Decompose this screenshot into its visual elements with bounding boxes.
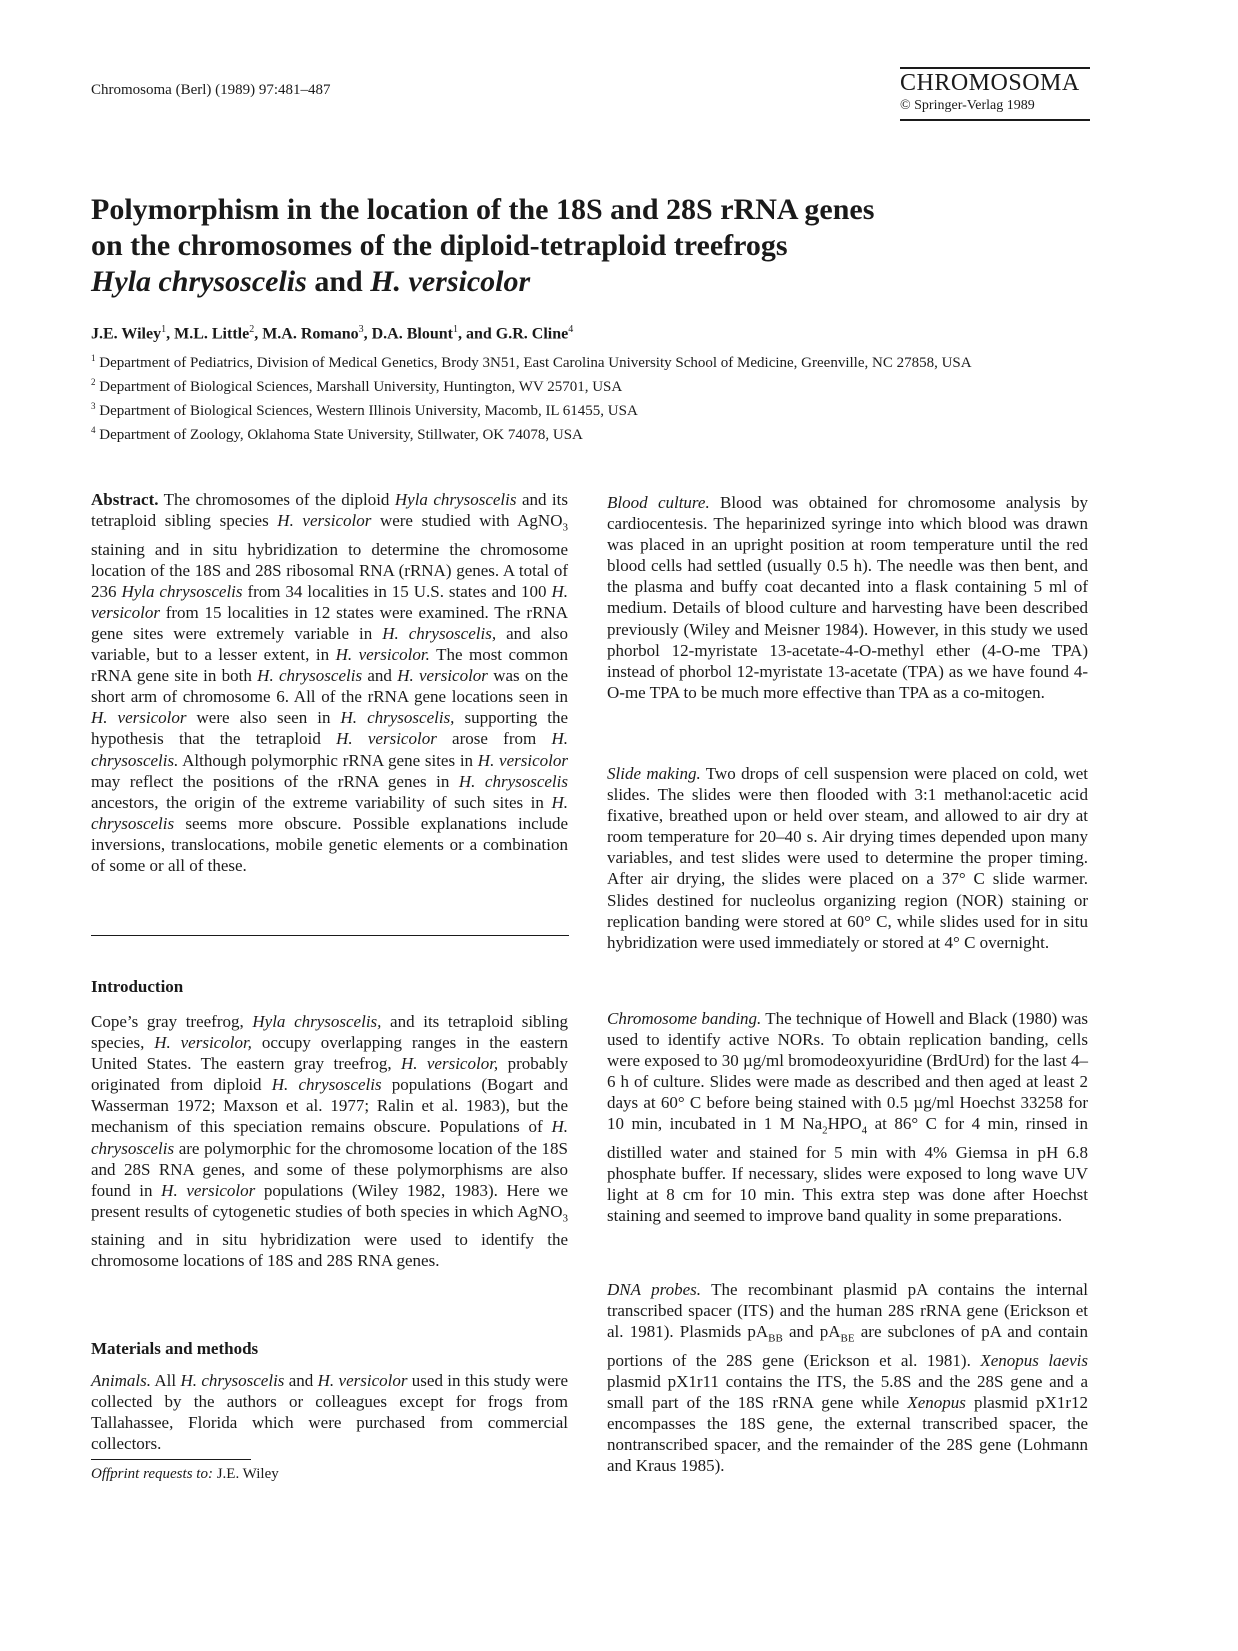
- affiliation-number: 1: [91, 353, 96, 363]
- paragraph-lead: DNA probes.: [607, 1280, 702, 1299]
- journal-name: CHROMOSOMA: [900, 67, 1090, 95]
- title-conjunction: and: [306, 265, 371, 298]
- abstract-text: ancestors, the origin of the extreme variability of such sites in: [91, 792, 552, 812]
- abstract-text: was on the short arm of chromosome 6. All of the rRNA gene locations seen in: [91, 666, 568, 707]
- author: J.E. Wiley: [91, 325, 162, 343]
- paragraph-lead: Slide making.: [607, 764, 701, 783]
- paper-title: [91, 192, 1051, 300]
- header-rule: [900, 119, 1090, 121]
- species-name: H. versicolor.: [335, 645, 430, 665]
- offprint-label: Offprint requests to:: [91, 1466, 213, 1482]
- abstract-text: staining and in situ hybridization to determine the chromosome location of the 18S and 28S ribosomal RNA (rRNA) genes. A total of 236: [91, 539, 568, 601]
- offprint-request: [91, 1466, 279, 1483]
- author-affil-ref: 4: [568, 324, 574, 335]
- species-name: H. chrysoscelis: [271, 1075, 382, 1095]
- abstract-text: were also seen in: [186, 708, 341, 728]
- species-name: Hyla chrysoscelis,: [252, 1012, 382, 1031]
- author-list: J.E. Wiley$^1$, M.L. Little$^2$, M.A. Romano$^3$, D.A. Blount$^1$, and G.R. Cline$^4$: [91, 324, 574, 343]
- species-name: H. versicolor: [161, 1180, 256, 1200]
- footnote-rule: [91, 1459, 251, 1460]
- slide-making-paragraph: [607, 763, 1088, 953]
- species-name: H. chrysoscelis.: [91, 729, 568, 770]
- author: M.L. Little: [174, 325, 250, 343]
- body-text: The recombinant plasmid pA contains the internal transcribed spacer (ITS) and the human 28S rRNA gene (Erickson et al. 1981). Plasmids pA: [607, 1280, 1089, 1342]
- body-text: and: [284, 1371, 318, 1390]
- species-name: H. chrysoscelis: [91, 792, 568, 833]
- abstract-text: and: [362, 666, 398, 686]
- species-name: H. chrysoscelis: [180, 1371, 285, 1390]
- body-text: Two drops of cell suspension were placed on cold, wet slides. The slides were then flooded with 3:1 methanol:acetic acid fixative, breathed upon or held over steam, and allowed to air dry at room temperature for 20–40 s. Air drying times depended upon many variables, and test slides were used to determine the proper timing. After air drying, the slides were placed on a 37° C slide warmer. Slides destined for nucleolus organizing region (NOR) staining or replication banding were stored at 60° C, while slides used for in situ hybridization were used immediately or stored at 4° C overnight.: [607, 764, 1088, 952]
- affiliation: [91, 373, 1091, 397]
- abstract-text: The most common rRNA gene site in both: [91, 645, 569, 686]
- body-text: used in this study were collected by the authors or colleagues except for frogs from Tallahassee, Florida which were purchased from commercial collectors.: [91, 1371, 568, 1454]
- species-name: H. versicolor: [91, 708, 187, 728]
- subscript: BE: [840, 1332, 855, 1345]
- species-name: Hyla chrysoscelis: [394, 490, 517, 509]
- species-name: Xenopus: [907, 1392, 966, 1412]
- species-name: Hyla chrysoscelis: [121, 581, 243, 601]
- affiliation-number: 3: [91, 401, 96, 411]
- journal-reference: Chromosoma (Berl) (1989) 97:481–487: [91, 82, 331, 98]
- animals-paragraph: [91, 1370, 568, 1454]
- body-text: occupy overlapping ranges in the eastern United States. The eastern gray treefrog,: [91, 1033, 568, 1074]
- body-text: Blood was obtained for chromosome analysis by cardiocentesis. The heparinized syringe into which blood was drawn was placed in an upright position at room temperature until the red blood cells had settled (usually 0.5 h). The needle was then bent, and the plasma and buffy coat decanted into a flask containing 5 ml of medium. Details of blood culture and harvesting have been described previously (Wiley and Meisner 1984). However, in this study we used phorbol 12-myristate 13-acetate-4-O-methyl ether (4-O-me TPA) instead of phorbol 12-myristate 13-acetate (TPA) as we have found 4-O-me TPA to be much more effective than TPA as a co-mitogen.: [607, 493, 1088, 702]
- body-text: Cope’s gray treefrog,: [91, 1012, 253, 1031]
- affiliation-text: Department of Biological Sciences, Marshall University, Huntington, WV 25701, USA: [99, 379, 623, 395]
- author-affil-ref: 1: [452, 324, 458, 335]
- subscript: 4: [861, 1124, 868, 1137]
- abstract-text: seems more obscure. Possible explanations include inversions, translocations, mobile genetic elements or a combination of some or all of these.: [91, 813, 568, 875]
- species-name: H. versicolor: [397, 666, 488, 686]
- species-name: H. versicolor,: [400, 1054, 499, 1074]
- body-text: populations (Bogart and Wasserman 1972; Maxson et al. 1977; Ralin et al. 1983), but the mechanism of this speciation remains obscure. Populations of: [91, 1075, 568, 1137]
- abstract-text: and also variable, but to a lesser extent, in: [91, 623, 568, 665]
- body-text: plasmid pX1r12 encompasses the 18S gene, the external transcribed spacer, the nontranscribed spacer, and the remainder of the 28S gene (Lohmann and Kraus 1985).: [607, 1392, 1088, 1476]
- title-line-3: [91, 264, 1051, 300]
- species-name: H. chrysoscelis: [458, 771, 568, 791]
- affiliation-text: Department of Biological Sciences, Western Illinois University, Macomb, IL 61455, USA: [99, 403, 638, 419]
- subscript: 3: [562, 521, 568, 534]
- abstract-label: Abstract.: [91, 490, 159, 509]
- species-name: H. versicolor: [277, 511, 372, 531]
- abstract-text: supporting the hypothesis that the tetraploid: [91, 708, 568, 749]
- subscript: 3: [562, 1212, 568, 1225]
- title-line-1: Polymorphism in the location of the 18S and 28S rRNA genes: [91, 193, 875, 226]
- species-name: H. versicolor: [91, 581, 569, 622]
- affiliation-text: Department of Zoology, Oklahoma State University, Stillwater, OK 74078, USA: [99, 427, 583, 443]
- section-heading-introduction: Introduction: [91, 977, 184, 996]
- body-text: probably originated from diploid: [91, 1054, 569, 1095]
- offprint-name: J.E. Wiley: [212, 1466, 279, 1482]
- affiliation: [91, 349, 1091, 373]
- author-affil-ref: 3: [358, 324, 364, 335]
- author: D.A. Blount: [371, 325, 453, 343]
- abstract-text: arose from: [436, 729, 552, 749]
- affiliation: [91, 421, 1091, 445]
- abstract: [91, 489, 568, 876]
- body-text: staining and in situ hybridization were used to identify the chromosome locations of 18S and 28S RNA genes.: [91, 1230, 568, 1271]
- body-text: populations (Wiley 1982, 1983). Here we present results of cytogenetic studies of both species in which AgNO: [91, 1180, 568, 1221]
- body-text: The technique of Howell and Black (1980) was used to identify active NORs. To obtain replication banding, cells were exposed to 30 µg/ml bromodeoxyuridine (BrdUrd) for the last 4–6 h of culture. Slides were made as described and then aged at least 2 days at 60° C before being stained with 0.5 µg/ml Hoechst 33258 for 10 min, incubated in 1 M Na: [607, 1009, 1089, 1134]
- title-line-2: on the chromosomes of the diploid-tetraploid treefrogs: [91, 229, 788, 262]
- body-text: and its tetraploid sibling species,: [91, 1012, 568, 1053]
- abstract-divider: [91, 935, 569, 936]
- paragraph-lead: Chromosome banding.: [607, 1009, 762, 1028]
- author-affil-ref: 2: [249, 324, 255, 335]
- author: M.A. Romano: [262, 325, 359, 343]
- body-text: at 86° C for 4 min, rinsed in distilled water and stained for 5 min with 4% Giemsa in pH 6.8 phosphate buffer. If necessary, slides were exposed to long wave UV light at 8 cm for 10 min. This extra step was done after Hoechst staining and seemed to improve band quality in some preparations.: [607, 1114, 1088, 1226]
- paragraph-lead: Blood culture.: [607, 493, 710, 512]
- section-heading-methods: Materials and methods: [91, 1339, 259, 1358]
- species-name: H. chrysoscelis: [91, 1117, 568, 1158]
- body-text: are polymorphic for the chromosome location of the 18S and 28S RNA genes, and some of these polymorphisms are also found in: [91, 1138, 568, 1200]
- abstract-text: The chromosomes of the diploid: [158, 490, 395, 509]
- affiliation-text: Department of Pediatrics, Division of Medical Genetics, Brody 3N51, East Carolina University School of Medicine, Greenville, NC 27858, USA: [99, 355, 972, 371]
- species-name: H. chrysoscelis: [257, 666, 363, 686]
- dna-probes-paragraph: [607, 1279, 1088, 1476]
- abstract-text: were studied with AgNO: [371, 511, 563, 531]
- author: G.R. Cline: [495, 325, 569, 343]
- body-text: HPO: [827, 1114, 862, 1134]
- chromosome-banding-paragraph: [607, 1008, 1088, 1226]
- subscript: 2: [822, 1124, 828, 1137]
- abstract-text: from 34 localities in 15 U.S. states and 100: [242, 581, 552, 601]
- abstract-text: Although polymorphic rRNA gene sites in: [178, 750, 478, 770]
- species-name: H. versicolor: [317, 1371, 408, 1390]
- body-text: plasmid pX1r11 contains the ITS, the 5.8S and the 28S gene and a small part of the 18S rRNA gene while: [607, 1371, 1088, 1412]
- blood-culture-paragraph: [607, 492, 1088, 703]
- species-name: H. versicolor: [477, 750, 568, 770]
- species-name: Xenopus laevis: [980, 1350, 1088, 1370]
- body-text: and pA: [782, 1322, 841, 1342]
- author-affil-ref: 1: [161, 324, 167, 335]
- species-name: H. versicolor: [336, 729, 437, 749]
- affiliation-number: 4: [91, 425, 96, 435]
- abstract-text: and its tetraploid sibling species: [91, 490, 568, 531]
- affiliation: [91, 397, 1091, 421]
- introduction-text: [91, 1011, 568, 1272]
- species-name: H. versicolor,: [154, 1033, 252, 1053]
- paragraph-lead: Animals.: [91, 1371, 151, 1390]
- subscript: BB: [768, 1332, 783, 1345]
- species-name: H. chrysoscelis,: [340, 708, 455, 728]
- body-text: All: [150, 1371, 181, 1390]
- body-text: are subclones of pA and contain portions of the 28S gene (Erickson et al. 1981).: [607, 1322, 1088, 1370]
- copyright: © Springer-Verlag 1989: [900, 98, 1035, 113]
- journal-brand: [900, 67, 1090, 114]
- species-name: Hyla chrysoscelis: [91, 265, 307, 298]
- species-name: H. chrysoscelis,: [382, 623, 497, 643]
- affiliation-number: 2: [91, 377, 96, 387]
- abstract-text: from 15 localities in 12 states were examined. The rRNA gene sites were extremely variable in: [91, 602, 568, 643]
- species-name: H. versicolor: [370, 265, 531, 298]
- abstract-text: may reflect the positions of the rRNA genes in: [91, 771, 459, 791]
- affiliations: [91, 349, 1091, 445]
